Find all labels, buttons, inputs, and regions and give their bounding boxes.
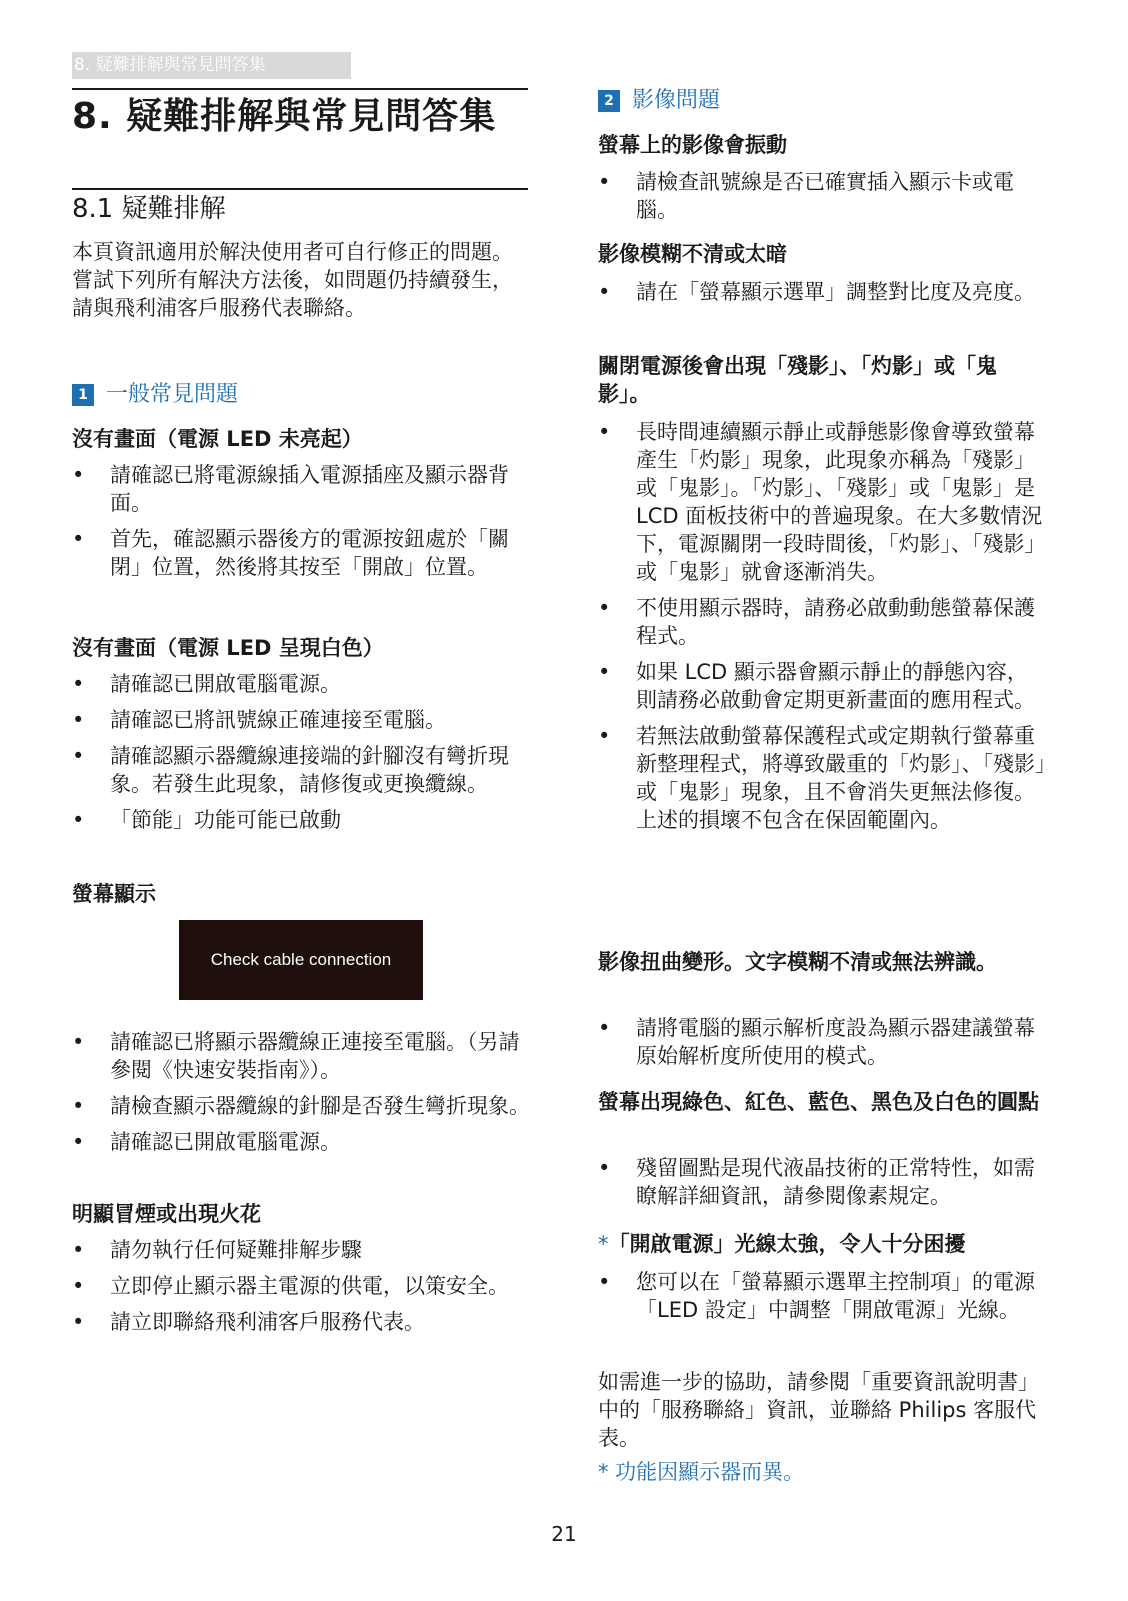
bullet-icon: • — [72, 708, 85, 732]
list-item: • 請檢查顯示器纜線的針腳是否發生彎折現象。 — [72, 1094, 530, 1118]
list-item: • 請勿執行任何疑難排解步驟 — [72, 1238, 362, 1262]
bullet-list — [598, 1154, 1048, 1218]
bullet-list — [72, 461, 532, 589]
bullet-icon: • — [598, 170, 611, 194]
subheading: 螢幕顯示 — [72, 882, 156, 906]
section-1-heading — [72, 380, 238, 410]
bullet-icon: • — [598, 1270, 611, 1294]
bullet-list — [598, 1268, 1048, 1332]
list-item: • 請確認已將電源線插入電源插座及顯示器背面。 — [72, 463, 509, 515]
list-item: • 長時間連續顯示靜止或靜態影像會導致螢幕產生「灼影」現象，此現象亦稱為「殘影」或「鬼影」。「灼影」、「殘影」或「鬼影」是 LCD 面板技術中的普遍現象。在大多數情況下，電源關閉一段時間後，「灼影」、「殘影」或「鬼影」就會逐漸消失。 — [598, 420, 1046, 584]
subheading: 螢幕出現綠色、紅色、藍色、黑色及白色的圓點 — [598, 1090, 1039, 1114]
subheading: 明顯冒煙或出現火花 — [72, 1202, 261, 1226]
section-title: 一般常見問題 — [106, 382, 239, 407]
subheading: 影像扭曲變形。文字模糊不清或無法辨識。 — [598, 950, 997, 974]
list-item: • 請檢查訊號線是否已確實插入顯示卡或電腦。 — [598, 170, 1014, 222]
bullet-icon: • — [72, 1130, 85, 1154]
list-item: • 首先，確認顯示器後方的電源按鈕處於「關閉」位置，然後將其按至「開啟」位置。 — [72, 527, 509, 579]
section-2-heading — [598, 86, 720, 116]
bullet-icon: • — [598, 596, 611, 620]
bullet-icon: • — [72, 463, 85, 487]
subheading: 螢幕上的影像會振動 — [598, 133, 787, 157]
bullet-icon: • — [72, 527, 85, 551]
bullet-icon: • — [72, 1238, 85, 1262]
list-item: • 「節能」功能可能已啟動 — [72, 808, 341, 832]
bullet-icon: • — [598, 1156, 611, 1180]
subheading: 影像模糊不清或太暗 — [598, 242, 787, 266]
list-item: • 請將電腦的顯示解析度設為顯示器建議螢幕原始解析度所使用的模式。 — [598, 1016, 1035, 1068]
bullet-icon: • — [598, 1016, 611, 1040]
bullet-list — [72, 1028, 532, 1164]
list-item: • 如果 LCD 顯示器會顯示靜止的靜態內容，則請務必啟動會定期更新畫面的應用程式。 — [598, 660, 1035, 712]
section-number-badge: 1 — [72, 384, 94, 406]
subheading: 沒有畫面（電源 LED 未亮起） — [72, 427, 363, 451]
bullet-icon: • — [72, 1030, 85, 1054]
closing-paragraph: 如需進一步的協助，請參閱「重要資訊說明書」中的「服務聯絡」資訊，並聯絡 Philips 客服代表。 — [598, 1370, 1037, 1450]
section-title: 影像問題 — [632, 88, 721, 113]
page-title: 8. 疑難排解與常見問答集 — [72, 96, 497, 137]
bullet-icon: • — [72, 1310, 85, 1334]
header-chapter-tab: 8. 疑難排解與常見問答集 — [72, 52, 351, 79]
bullet-icon: • — [72, 808, 85, 832]
list-item: • 請確認顯示器纜線連接端的針腳沒有彎折現象。若發生此現象，請修復或更換纜線。 — [72, 744, 509, 796]
list-item: • 請確認已開啟電腦電源。 — [72, 672, 341, 696]
header-rule — [72, 88, 528, 90]
bullet-icon: • — [72, 744, 85, 768]
bullet-list — [598, 1014, 1048, 1078]
subheading: 沒有畫面（電源 LED 呈現白色） — [72, 636, 384, 660]
bullet-icon: • — [72, 1274, 85, 1298]
list-item: • 殘留圖點是現代液晶技術的正常特性，如需瞭解詳細資訊，請參閱像素規定。 — [598, 1156, 1035, 1208]
bullet-list — [72, 1236, 532, 1344]
bullet-list — [598, 418, 1048, 842]
asterisk-marker: * — [598, 1232, 609, 1256]
list-item: • 立即停止顯示器主電源的供電，以策安全。 — [72, 1274, 509, 1298]
intro-paragraph: 本頁資訊適用於解決使用者可自行修正的問題。嘗試下列所有解決方法後，如問題仍持續發生，請與飛利浦客戶服務代表聯絡。 — [72, 240, 513, 320]
bullet-icon: • — [72, 1094, 85, 1118]
list-item: • 請在「螢幕顯示選單」調整對比度及亮度。 — [598, 280, 1035, 304]
subheading: *「開啟電源」光線太強，令人十分困擾 — [598, 1232, 966, 1256]
bullet-icon: • — [598, 660, 611, 684]
bullet-list — [72, 670, 532, 842]
list-item: • 請立即聯絡飛利浦客戶服務代表。 — [72, 1310, 425, 1334]
screen-message-box: Check cable connection — [179, 920, 423, 1000]
bullet-icon: • — [598, 420, 611, 444]
bullet-list — [598, 278, 1048, 314]
list-item: • 請確認已將訊號線正確連接至電腦。 — [72, 708, 446, 732]
list-item: • 請確認已將顯示器纜線正連接至電腦。（另請參閱《快速安裝指南》）。 — [72, 1030, 520, 1082]
list-item: • 若無法啟動螢幕保護程式或定期執行螢幕重新整理程式，將導致嚴重的「灼影」、「殘影」或「鬼影」現象，且不會消失更無法修復。上述的損壞不包含在保固範圍內。 — [598, 724, 1046, 832]
footnote: * 功能因顯示器而異。 — [598, 1460, 805, 1484]
bullet-list — [598, 168, 1048, 232]
page-number: 21 — [551, 1522, 577, 1546]
list-item: • 請確認已開啟電腦電源。 — [72, 1130, 341, 1154]
bullet-icon: • — [72, 672, 85, 696]
subheading: 關閉電源後會出現「殘影」、「灼影」或「鬼影」。 — [598, 354, 997, 406]
list-item: • 您可以在「螢幕顯示選單主控制項」的電源「LED 設定」中調整「開啟電源」光線。 — [598, 1270, 1035, 1322]
bullet-icon: • — [598, 280, 611, 304]
list-item: • 不使用顯示器時，請務必啟動動態螢幕保護程式。 — [598, 596, 1035, 648]
bullet-icon: • — [598, 724, 611, 748]
section-number-badge: 2 — [598, 90, 620, 112]
section-heading: 8.1 疑難排解 — [72, 194, 226, 224]
